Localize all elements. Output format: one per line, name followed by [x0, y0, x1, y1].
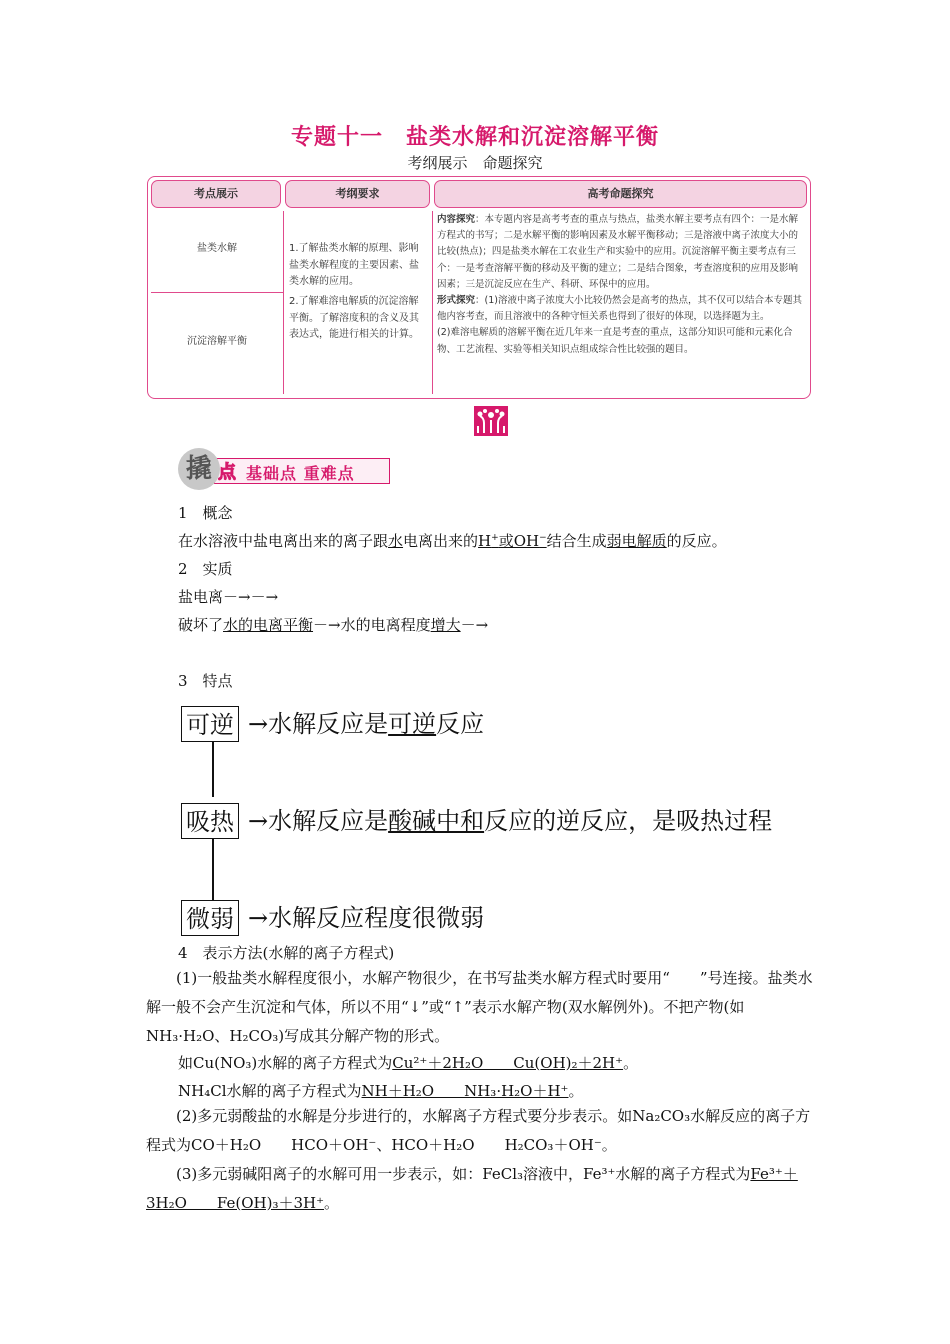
- topic-precipitation: 沉淀溶解平衡: [187, 336, 247, 347]
- features-heading: 3 特点: [178, 672, 233, 690]
- table-header-exploration: 高考命题探究: [434, 180, 807, 208]
- content-label: 内容探究: [437, 214, 476, 225]
- feature-desc-endothermic: →水解反应是酸碱中和反应的逆反应，是吸热过程: [248, 807, 773, 835]
- requirement-1: 1.了解盐类水解的原理、影响盐类水解程度的主要因素、盐类水解的应用。: [289, 243, 419, 287]
- table-header-requirement: 考纲要求: [285, 180, 430, 208]
- table-divider: [151, 292, 283, 293]
- section-badge: 撬: [178, 448, 220, 490]
- table-header-topic: 考点展示: [151, 180, 281, 208]
- concept-heading: 1 概念: [178, 504, 233, 522]
- essence-line-2: 破坏了水的电离平衡－→水的电离程度增大－→: [178, 616, 489, 634]
- method-paragraph-2: (2)多元弱酸盐的水解是分步进行的，水解离子方程式要分步表示。如Na₂CO₃水解反应的离子方程式为CO＋H₂O HCO＋OH⁻、HCO＋H₂O H₂CO₃＋OH⁻。: [146, 1107, 811, 1154]
- method-example-2: NH₄Cl水解的离子方程式为NH＋H₂O NH₃·H₂O＋H⁺。: [178, 1082, 584, 1100]
- section-header: [178, 448, 391, 490]
- feature-desc-weak: →水解反应程度很微弱: [248, 904, 485, 932]
- method-heading: 4 表示方法(水解的离子方程式): [178, 944, 395, 962]
- form-label: 形式探究: [437, 295, 476, 307]
- form-text-1: ：(1)溶液中离子浓度大小比较仍然会是高考的热点，其不仅可以结合本专题其他内容考查，而且溶液中的各种守恒关系也得到了很好的体现，以选择题为主。: [437, 295, 802, 323]
- essence-heading: 2 实质: [178, 560, 233, 578]
- feature-connector: [212, 741, 214, 797]
- page-title: 专题十一 盐类水解和沉淀溶解平衡: [290, 125, 659, 150]
- method-paragraph-1: (1)一般盐类水解程度很小，水解产物很少，在书写盐类水解方程式时要用“ ”号连接。盐类水解一般不会产生沉淀和气体，所以不用“↓”或“↑”表示水解产物(双水解例外)。不把产物(如NH₃·H₂O、H₂CO₃)写成其分解产物的形式。: [146, 969, 813, 1045]
- page-subtitle: 考纲展示 命题探究: [407, 154, 543, 172]
- method-paragraph-3: (3)多元弱碱阳离子的水解可用一步表示，如：FeCl₃溶液中，Fe³⁺水解的离子方程式为Fe³⁺＋3H₂O Fe(OH)₃＋3H⁺。: [146, 1165, 798, 1212]
- flower-icon: [474, 406, 508, 436]
- exploration-text: [437, 212, 807, 358]
- table-divider: [283, 211, 284, 394]
- table-divider: [432, 211, 433, 394]
- form-text-2: (2)难溶电解质的溶解平衡在近几年来一直是考查的重点，这部分知识可能和元素化合物、工艺流程、实验等相关知识点组成综合性比较强的题目。: [437, 327, 793, 355]
- content-text: ：本专题内容是高考考查的重点与热点，盐类水解主要考点有四个：一是水解方程式的书写；二是水解平衡的影响因素及水解平衡移动；三是溶液中离子浓度大小的比较(热点)；四是盐类水解在工农业生产和实验中的应用。沉淀溶解平衡主要考点有三个：一是考查溶解平衡的移动及平衡的建立；二是结合图象，考查溶度积的应用及影响因素；三是沉淀反应在生产、科研、环保中的应用。: [437, 214, 799, 290]
- feature-connector: [212, 838, 214, 900]
- concept-text: 在水溶液中盐电离出来的离子跟水电离出来的H+或OH−结合生成弱电解质的反应。: [178, 532, 727, 550]
- section-title: 基础点 重难点: [246, 464, 355, 483]
- section-badge-dian: 点: [218, 462, 236, 483]
- method-example-1: 如Cu(NO₃)水解的离子方程式为Cu²⁺＋2H₂O Cu(OH)₂＋2H⁺。: [178, 1054, 639, 1072]
- feature-box-endothermic: 吸热: [181, 803, 239, 839]
- essence-line-1: 盐电离－→－→: [178, 588, 279, 606]
- feature-desc-reversible: →水解反应是可逆反应: [248, 710, 485, 738]
- topic-hydrolysis: 盐类水解: [197, 243, 237, 254]
- feature-box-weak: 微弱: [181, 900, 239, 936]
- exam-outline-table: [147, 176, 811, 399]
- requirement-2: 2.了解难溶电解质的沉淀溶解平衡。了解溶度积的含义及其表达式，能进行相关的计算。: [289, 296, 419, 340]
- feature-box-reversible: 可逆: [181, 706, 239, 742]
